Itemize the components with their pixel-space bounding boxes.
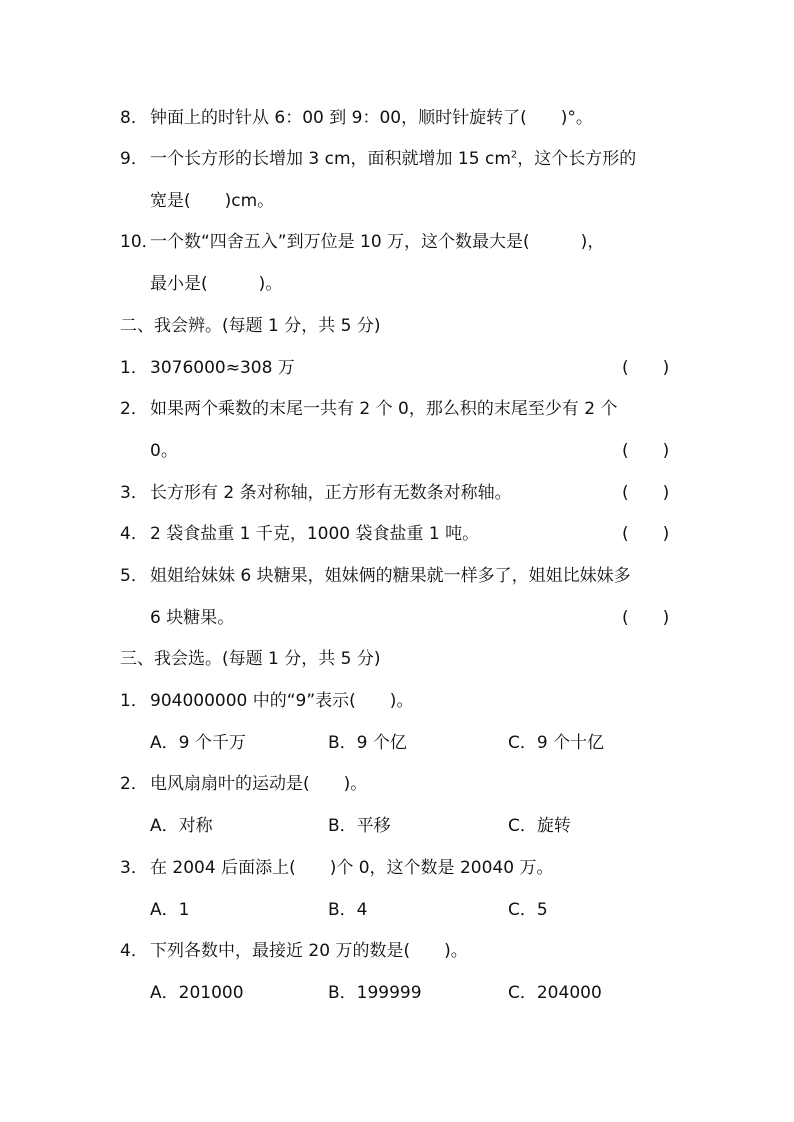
question-text-continuation: 宽是( )cm。 bbox=[150, 191, 275, 211]
question-text: 904000000 中的“9”表示( )。 bbox=[150, 691, 414, 711]
option-a: A．9 个千万 bbox=[150, 733, 246, 753]
question-text-continuation: 最小是( )。 bbox=[150, 274, 283, 294]
choose-question-3 bbox=[0, 856, 794, 880]
question-number: 3． bbox=[120, 483, 148, 503]
judge-question-3 bbox=[0, 481, 794, 505]
question-number: 2． bbox=[120, 399, 148, 419]
option-a: A．1 bbox=[150, 900, 190, 920]
question-text: 如果两个乘数的末尾一共有 2 个 0，那么积的末尾至少有 2 个 bbox=[150, 399, 618, 419]
judge-question-2 bbox=[0, 397, 794, 421]
option-b: B．4 bbox=[328, 900, 368, 920]
choose-question-2 bbox=[0, 772, 794, 796]
answer-bracket: ( ) bbox=[622, 608, 670, 628]
choose-question-4 bbox=[0, 939, 794, 963]
question-text: 3076000≈308 万 bbox=[150, 358, 295, 378]
question-number: 1． bbox=[120, 358, 148, 378]
question-text: 下列各数中，最接近 20 万的数是( )。 bbox=[150, 941, 468, 961]
option-c: C．5 bbox=[508, 900, 548, 920]
section-heading-judge bbox=[0, 314, 794, 338]
option-a: A．201000 bbox=[150, 983, 244, 1003]
answer-bracket: ( ) bbox=[622, 358, 670, 378]
question-text-continuation: 0。 bbox=[150, 441, 178, 461]
section-heading-choose bbox=[0, 647, 794, 671]
fill-question-10-continuation bbox=[0, 272, 794, 296]
fill-question-10 bbox=[0, 230, 794, 254]
judge-question-2-continuation bbox=[0, 439, 794, 463]
option-c: C．9 个十亿 bbox=[508, 733, 605, 753]
question-number: 10． bbox=[120, 232, 159, 252]
section-title: 三、我会选。(每题 1 分，共 5 分) bbox=[120, 649, 381, 669]
choose-question-1-options bbox=[0, 731, 794, 755]
answer-bracket: ( ) bbox=[622, 441, 670, 461]
question-number: 8． bbox=[120, 108, 148, 128]
question-text bbox=[150, 147, 636, 171]
question-text: 姐姐给妹妹 6 块糖果，姐妹俩的糖果就一样多了，姐姐比妹妹多 bbox=[150, 566, 631, 586]
question-text: 一个数“四舍五入”到万位是 10 万，这个数最大是( )， bbox=[150, 232, 605, 252]
question-text-continuation: 6 块糖果。 bbox=[150, 608, 235, 628]
option-b: B．199999 bbox=[328, 983, 422, 1003]
fill-question-8 bbox=[0, 106, 794, 130]
judge-question-5 bbox=[0, 564, 794, 588]
question-number: 9． bbox=[120, 149, 148, 169]
question-text: 钟面上的时针从 6：00 到 9：00，顺时针旋转了( )°。 bbox=[150, 108, 593, 128]
question-number: 5． bbox=[120, 566, 148, 586]
superscript: 2 bbox=[510, 149, 518, 161]
question-number: 4． bbox=[120, 941, 148, 961]
option-b: B．平移 bbox=[328, 816, 391, 836]
option-c: C．旋转 bbox=[508, 816, 571, 836]
choose-question-3-options bbox=[0, 898, 794, 922]
question-number: 1． bbox=[120, 691, 148, 711]
question-text-part: 一个长方形的长增加 3 cm，面积就增加 15 cm bbox=[150, 149, 511, 169]
judge-question-1 bbox=[0, 356, 794, 380]
question-text: 长方形有 2 条对称轴，正方形有无数条对称轴。 bbox=[150, 483, 512, 503]
question-text: 电风扇扇叶的运动是( )。 bbox=[150, 774, 368, 794]
section-title: 二、我会辨。(每题 1 分，共 5 分) bbox=[120, 316, 381, 336]
fill-question-9-continuation bbox=[0, 189, 794, 213]
judge-question-4 bbox=[0, 522, 794, 546]
choose-question-1 bbox=[0, 689, 794, 713]
judge-question-5-continuation bbox=[0, 606, 794, 630]
option-a: A．对称 bbox=[150, 816, 213, 836]
choose-question-2-options bbox=[0, 814, 794, 838]
question-text-part: ，这个长方形的 bbox=[517, 149, 637, 169]
answer-bracket: ( ) bbox=[622, 483, 670, 503]
question-text: 2 袋食盐重 1 千克，1000 袋食盐重 1 吨。 bbox=[150, 524, 480, 544]
question-number: 2． bbox=[120, 774, 148, 794]
answer-bracket: ( ) bbox=[622, 524, 670, 544]
option-b: B．9 个亿 bbox=[328, 733, 407, 753]
question-text: 在 2004 后面添上( )个 0，这个数是 20040 万。 bbox=[150, 858, 554, 878]
choose-question-4-options bbox=[0, 981, 794, 1005]
option-c: C．204000 bbox=[508, 983, 602, 1003]
question-number: 4． bbox=[120, 524, 148, 544]
question-number: 3． bbox=[120, 858, 148, 878]
fill-question-9 bbox=[0, 147, 794, 171]
